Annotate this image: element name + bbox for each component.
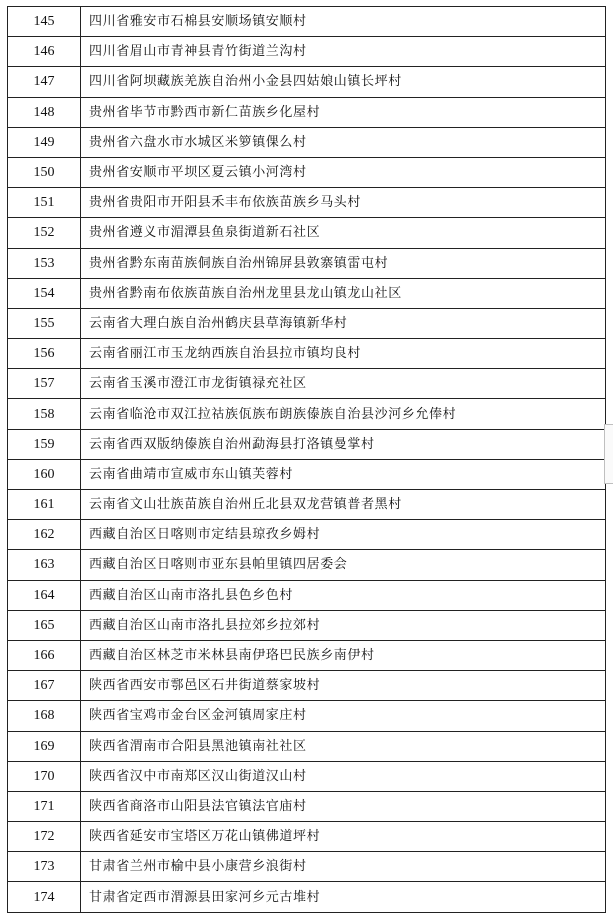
village-name-cell: 甘肃省定西市渭源县田家河乡元古堆村: [81, 882, 606, 912]
village-name-cell: 四川省阿坝藏族羌族自治州小金县四姑娘山镇长坪村: [81, 67, 606, 97]
side-scroll-edge: [604, 424, 613, 484]
table-row: [8, 610, 606, 640]
village-name-cell: 陕西省渭南市合阳县黑池镇南社社区: [81, 731, 606, 761]
village-name-cell: 陕西省商洛市山阳县法官镇法官庙村: [81, 791, 606, 821]
row-number-cell: 145: [8, 7, 81, 37]
village-name-cell: 云南省文山壮族苗族自治州丘北县双龙营镇普者黑村: [81, 490, 606, 520]
table-row: [8, 459, 606, 489]
table-row: [8, 248, 606, 278]
table-row: [8, 157, 606, 187]
village-name-cell: 甘肃省兰州市榆中县小康营乡浪街村: [81, 852, 606, 882]
row-number-cell: 156: [8, 339, 81, 369]
row-number-cell: 149: [8, 127, 81, 157]
village-list-table: [7, 6, 606, 913]
row-number-cell: 158: [8, 399, 81, 429]
row-number-cell: 174: [8, 882, 81, 912]
row-number-cell: 169: [8, 731, 81, 761]
village-name-cell: 贵州省贵阳市开阳县禾丰布依族苗族乡马头村: [81, 188, 606, 218]
village-name-cell: 贵州省安顺市平坝区夏云镇小河湾村: [81, 157, 606, 187]
village-name-cell: 西藏自治区山南市洛扎县拉郊乡拉郊村: [81, 610, 606, 640]
row-number-cell: 163: [8, 550, 81, 580]
row-number-cell: 173: [8, 852, 81, 882]
village-name-cell: 四川省眉山市青神县青竹街道兰沟村: [81, 37, 606, 67]
row-number-cell: 171: [8, 791, 81, 821]
row-number-cell: 147: [8, 67, 81, 97]
village-name-cell: 陕西省汉中市南郑区汉山街道汉山村: [81, 761, 606, 791]
village-name-cell: 贵州省毕节市黔西市新仁苗族乡化屋村: [81, 97, 606, 127]
table-row: [8, 550, 606, 580]
village-list-table-container: [7, 6, 605, 913]
table-row: [8, 188, 606, 218]
village-name-cell: 陕西省宝鸡市金台区金河镇周家庄村: [81, 701, 606, 731]
village-name-cell: 云南省玉溪市澄江市龙街镇禄充社区: [81, 369, 606, 399]
table-row: [8, 852, 606, 882]
table-row: [8, 671, 606, 701]
village-name-cell: 贵州省六盘水市水城区米箩镇倮么村: [81, 127, 606, 157]
row-number-cell: 151: [8, 188, 81, 218]
table-row: [8, 127, 606, 157]
row-number-cell: 172: [8, 822, 81, 852]
row-number-cell: 170: [8, 761, 81, 791]
row-number-cell: 166: [8, 640, 81, 670]
row-number-cell: 146: [8, 37, 81, 67]
village-name-cell: 云南省临沧市双江拉祜族佤族布朗族傣族自治县沙河乡允俸村: [81, 399, 606, 429]
row-number-cell: 160: [8, 459, 81, 489]
village-name-cell: 云南省大理白族自治州鹤庆县草海镇新华村: [81, 308, 606, 338]
table-row: [8, 369, 606, 399]
row-number-cell: 155: [8, 308, 81, 338]
village-name-cell: 贵州省黔南布依族苗族自治州龙里县龙山镇龙山社区: [81, 278, 606, 308]
table-row: [8, 429, 606, 459]
table-row: [8, 218, 606, 248]
village-name-cell: 云南省丽江市玉龙纳西族自治县拉市镇均良村: [81, 339, 606, 369]
table-row: [8, 580, 606, 610]
table-row: [8, 37, 606, 67]
village-name-cell: 西藏自治区日喀则市亚东县帕里镇四居委会: [81, 550, 606, 580]
village-name-cell: 西藏自治区山南市洛扎县色乡色村: [81, 580, 606, 610]
table-row: [8, 520, 606, 550]
row-number-cell: 167: [8, 671, 81, 701]
village-name-cell: 西藏自治区林芝市米林县南伊珞巴民族乡南伊村: [81, 640, 606, 670]
row-number-cell: 165: [8, 610, 81, 640]
row-number-cell: 159: [8, 429, 81, 459]
row-number-cell: 153: [8, 248, 81, 278]
table-row: [8, 308, 606, 338]
row-number-cell: 152: [8, 218, 81, 248]
village-name-cell: 陕西省西安市鄠邑区石井街道蔡家坡村: [81, 671, 606, 701]
table-row: [8, 882, 606, 912]
table-row: [8, 731, 606, 761]
village-name-cell: 云南省曲靖市宣威市东山镇芙蓉村: [81, 459, 606, 489]
row-number-cell: 150: [8, 157, 81, 187]
table-row: [8, 640, 606, 670]
row-number-cell: 161: [8, 490, 81, 520]
table-row: [8, 67, 606, 97]
table-row: [8, 97, 606, 127]
table-row: [8, 339, 606, 369]
table-row: [8, 490, 606, 520]
table-row: [8, 399, 606, 429]
table-row: [8, 791, 606, 821]
table-row: [8, 7, 606, 37]
village-name-cell: 贵州省黔东南苗族侗族自治州锦屏县敦寨镇雷屯村: [81, 248, 606, 278]
table-row: [8, 761, 606, 791]
table-row: [8, 822, 606, 852]
row-number-cell: 148: [8, 97, 81, 127]
village-name-cell: 四川省雅安市石棉县安顺场镇安顺村: [81, 7, 606, 37]
row-number-cell: 162: [8, 520, 81, 550]
village-name-cell: 云南省西双版纳傣族自治州勐海县打洛镇曼掌村: [81, 429, 606, 459]
table-row: [8, 278, 606, 308]
village-name-cell: 西藏自治区日喀则市定结县琼孜乡姆村: [81, 520, 606, 550]
table-body: [8, 7, 606, 913]
village-name-cell: 陕西省延安市宝塔区万花山镇佛道坪村: [81, 822, 606, 852]
village-name-cell: 贵州省遵义市湄潭县鱼泉街道新石社区: [81, 218, 606, 248]
table-row: [8, 701, 606, 731]
row-number-cell: 164: [8, 580, 81, 610]
row-number-cell: 157: [8, 369, 81, 399]
row-number-cell: 168: [8, 701, 81, 731]
row-number-cell: 154: [8, 278, 81, 308]
